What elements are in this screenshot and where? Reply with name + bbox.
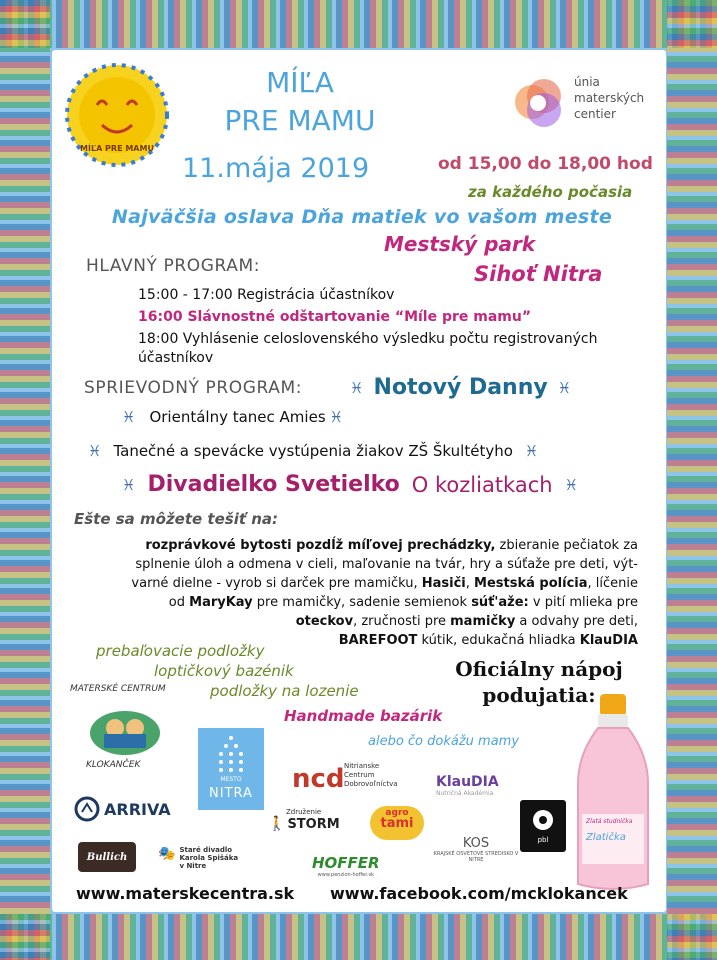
mesto-nitra-logo (198, 728, 264, 810)
side-program-heading: SPRIEVODNÝ PROGRAM: (84, 378, 303, 398)
extras-paragraph (90, 536, 638, 650)
klokancek-top: MATERSKÉ CENTRUM (70, 684, 166, 694)
bazenik: loptičkový bazénik (154, 662, 294, 680)
bottle-icon (568, 694, 658, 894)
hoffer-logo (312, 854, 380, 878)
arriva-icon (74, 796, 100, 822)
prebal: prebaľovacie podložky (96, 642, 265, 660)
students-row (88, 442, 538, 460)
handmade: Handmade bazárik (284, 707, 443, 725)
extras-p2: splnenie úloh a odmena v cieli, maľovanie na tvár, hry a súťaže pre deti, výt- (135, 557, 638, 572)
mesto-big: NITRA (209, 786, 253, 801)
venue-line2: Sihoť Nitra (474, 262, 603, 286)
klokancek-bottom: KLOKANČEK (86, 760, 141, 770)
klaudia-sub: Nutričná Akadémia (436, 790, 494, 797)
oriental-dance: Orientálny tanec Amies (149, 408, 326, 426)
star-icon: ♓ (557, 378, 572, 397)
star-icon: ♓ (88, 442, 102, 460)
divadielko-svetielko: Divadielko Svetielko (147, 472, 400, 497)
unia-rings-icon (508, 72, 570, 134)
star-icon: ♓ (122, 475, 136, 494)
main-program-list (138, 286, 658, 368)
mesto-dots-icon (216, 734, 246, 774)
title-line2: PRE MAMU (224, 104, 376, 137)
kos-logo (428, 836, 524, 863)
walker-icon: 🚶 (268, 816, 286, 832)
pbl-logo (520, 800, 566, 852)
storm-small: Združenie (286, 808, 322, 816)
main-program-item3-line2: účastníkov (138, 350, 214, 366)
extras-p3-post: , líčenie (587, 576, 638, 591)
klokancek-logo (70, 684, 190, 774)
bottle-label: Zlatička (586, 832, 626, 843)
main-program-item2: 16:00 Slávnostné odštartovanie “Míle pre mamu” (138, 309, 532, 325)
official-line2: podujatia: (482, 683, 596, 707)
notovy-danny: Notový Danny (373, 375, 548, 400)
divadlo-line3: v Nitre (179, 862, 207, 870)
border-people-left (0, 0, 50, 960)
divadlo-line1: Staré divadlo (179, 846, 233, 854)
extras-hasici: Hasiči (421, 576, 466, 591)
event-hours: od 15,00 do 18,00 hod (438, 154, 653, 174)
ncd-line2: Centrum (344, 771, 375, 779)
kangaroo-icon (80, 698, 170, 758)
mila-logo-text: MÍĽA PRE MAMU (80, 144, 154, 153)
ncd-line3: Dobrovoľníctva (344, 780, 398, 788)
agrotami-agro: agro (385, 808, 409, 818)
star-icon: ♓ (122, 408, 136, 426)
extras-p1-rest: zbieranie pečiatok za (495, 538, 638, 553)
arriva-text: ARRIVA (104, 799, 171, 819)
event-weather: za každého počasia (468, 183, 633, 201)
agrotami-logo (370, 806, 424, 840)
kozliatka: O kozliatkach (411, 472, 553, 497)
extras-p6-mid: kútik, edukačná hliadka (417, 633, 580, 648)
unia-line3: centier (574, 107, 616, 121)
extras-p1-bold: rozprávkové bytosti pozdĺž míľovej prechádzky, (145, 538, 496, 553)
unia-line1: únia (574, 75, 600, 89)
pbl-icon (531, 808, 555, 832)
divadlo-line2: Karola Spišáka (179, 854, 239, 862)
bullich-logo: Bullich (78, 842, 136, 872)
event-subtitle: Najväčšia oslava Dňa matiek vo vašom meste (111, 206, 613, 228)
extras-marykay: MaryKay (189, 595, 253, 610)
extras-oteckov: oteckov (295, 614, 354, 629)
main-program-heading: HLAVNÝ PROGRAM: (86, 256, 261, 276)
extras-p4-pre: od (168, 595, 190, 610)
arriva-logo (74, 796, 171, 822)
extras-mamicky: mamičky (450, 614, 516, 629)
footer-url-materskecentra[interactable]: www.materskecentra.sk (76, 884, 295, 903)
venue-line1: Mestský park (384, 232, 536, 256)
extras-p3-pre: varné dielne - vyrob si darček pre mamičku, (131, 576, 422, 591)
klaudia-logo (436, 774, 499, 797)
extras-p4-mid: pre mamičky, sadenie semienok (252, 595, 472, 610)
storm-logo (268, 808, 340, 832)
dance-row (122, 408, 343, 426)
official-line1: Oficiálny nápoj (455, 657, 623, 681)
pbl-text: pbl (537, 836, 549, 844)
extras-p5-post: a odvahy pre deti, (515, 614, 638, 629)
star-icon: ♓ (329, 408, 344, 426)
extras-heading: Ešte sa môžete tešiť na: (74, 510, 279, 528)
extras-barefoot: BAREFOOT (338, 633, 418, 648)
main-program-item3-line1: 18:00 Vyhlásenie celoslovenského výsledku počtu registrovaných (138, 331, 598, 347)
hoffer-sub: www.penzion-hoffer.sk (317, 872, 374, 878)
extras-klaudia: KlauDIA (579, 633, 638, 648)
mesto-small: MESTO (220, 776, 242, 783)
extras-p5-mid: , zručnosti pre (353, 614, 451, 629)
agrotami-tami: tami (380, 816, 414, 831)
divadielko-row (122, 472, 578, 497)
bottle-brand: Zlatá studnička (586, 818, 633, 825)
notovy-row (350, 375, 571, 400)
unia-line2: materských (574, 91, 645, 105)
extras-p3-comma: , (465, 576, 475, 591)
border-people-bottom (0, 914, 717, 960)
star-icon: ♓ (350, 378, 364, 397)
mamy: alebo čo dokážu mamy (368, 734, 520, 749)
ncd-mark: ncd (292, 764, 345, 794)
extras-sutaze: súť'aže: (471, 595, 529, 610)
divadlo-logo (158, 846, 238, 870)
water-bottle (568, 694, 658, 894)
hoffer-text: HOFFER (312, 854, 380, 872)
unia-logo (508, 68, 645, 140)
lozenie: podložky na lozenie (210, 682, 359, 700)
star-icon: ♓ (564, 475, 579, 494)
mila-sun-logo (62, 60, 172, 170)
title-line1: MÍĽA (266, 66, 334, 99)
event-date: 11.mája 2019 (182, 153, 370, 184)
ncd-line1: Nitrianske (344, 762, 380, 770)
extras-policia: Mestská polícia (474, 576, 588, 591)
main-program-item1: 15:00 - 17:00 Registrácia účastníkov (138, 287, 395, 303)
storm-text: STORM (287, 816, 340, 832)
border-people-right (667, 0, 717, 960)
students-performance: Tanečné a spevácke vystúpenia žiakov ZŠ Škultétyho (113, 442, 513, 460)
star-icon: ♓ (524, 442, 539, 460)
border-people-top (0, 0, 717, 48)
extras-p4-post: v pití mlieka pre (528, 595, 638, 610)
klaudia-mark: KlauDIA (436, 774, 499, 790)
footer-url-facebook[interactable]: www.facebook.com/mcklokancek (330, 884, 628, 903)
ncd-logo (292, 760, 412, 800)
kos-mark: KOS (462, 836, 490, 851)
kos-sub: KRAJSKÉ OSVETOVÉ STREDISKO V NITRE (433, 851, 519, 863)
theatre-icon: 🎭 (158, 846, 176, 862)
